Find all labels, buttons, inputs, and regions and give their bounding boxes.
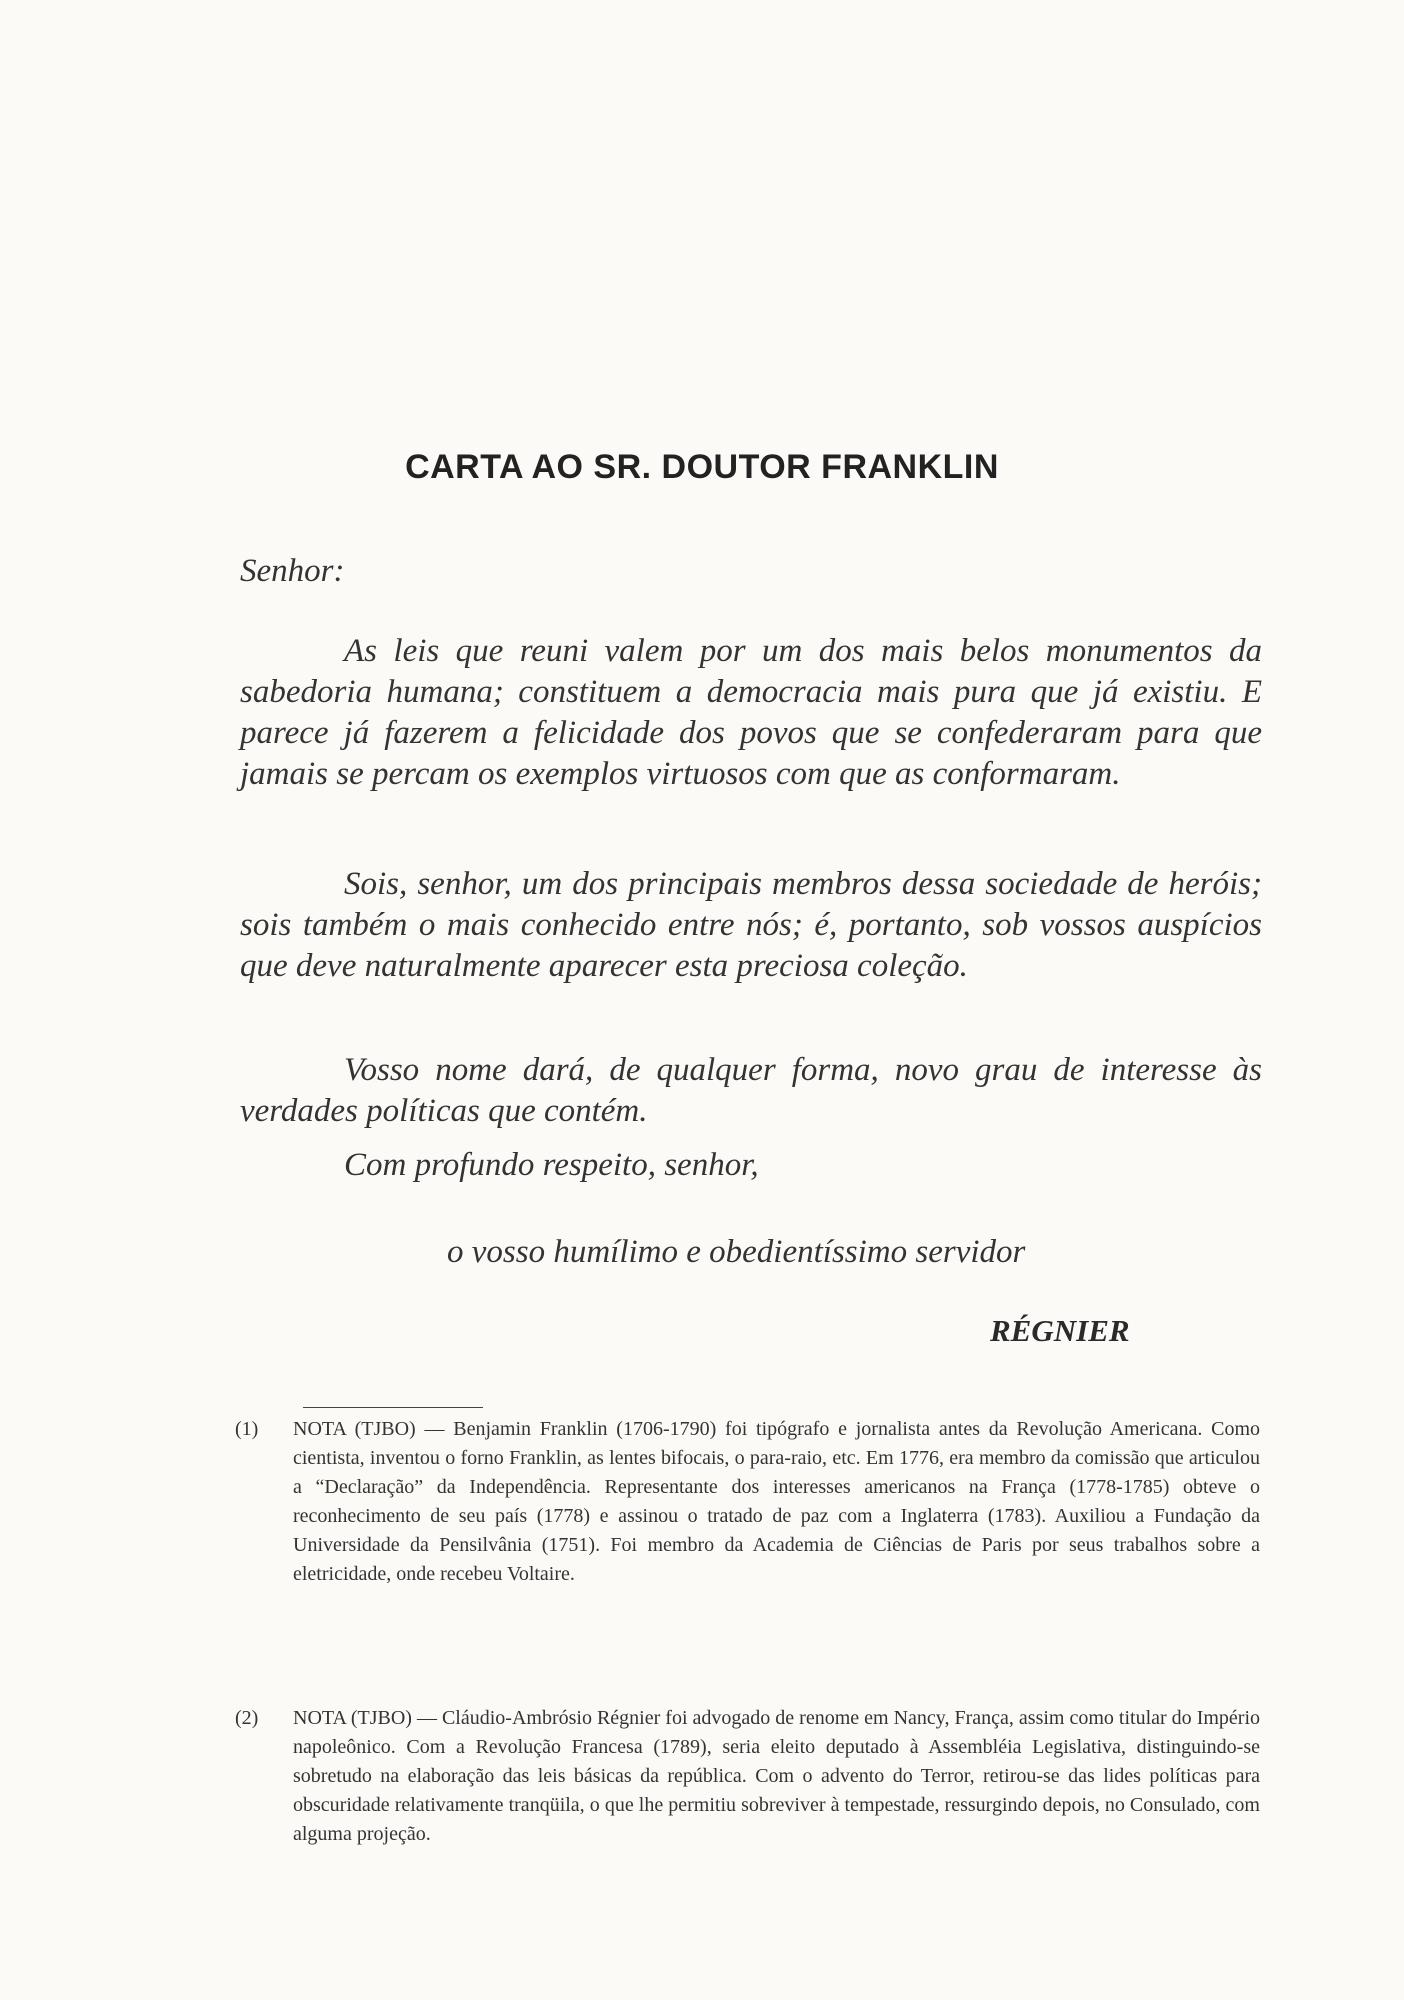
- footnote-number: (2): [235, 1707, 259, 1729]
- footnote-2: [235, 1704, 1260, 1849]
- closing-line: Com profundo respeito, senhor,: [344, 1147, 759, 1183]
- paragraph-2: Sois, senhor, um dos principais membros dessa sociedade de heróis; sois também o mais conhecido entre nós; é, portanto, sob vossos auspícios que deve naturalmente aparecer esta preciosa coleção.: [240, 866, 1262, 984]
- paragraph-3: Vosso nome dará, de qualquer forma, novo grau de interesse às verdades políticas que contém.: [240, 1052, 1262, 1129]
- footnote-divider: [303, 1407, 483, 1408]
- footnote-text: NOTA (TJBO) — Benjamin Franklin (1706-1790) foi tipógrafo e jornalista antes da Revolução Americana. Como cientista, inventou o forno Franklin, as lentes bifocais, o para-raio, etc. Em 1776, era membro da comissão que articulou a “Declaração” da Independência. Representante dos interesses americanos na França (1778-1785) obteve o reconhecimento de seu país (1778) e assinou o tratado de paz com a Inglaterra (1783). Auxiliou a Fundação da Universidade da Pensilvânia (1751). Foi membro da Academia de Ciências de Paris por seus trabalhos sobre a eletricidade, onde recebeu Voltaire.: [293, 1418, 1260, 1585]
- footnote-text: NOTA (TJBO) — Cláudio-Ambrósio Régnier foi advogado de renome em Nancy, França, assim como titular do Império napoleônico. Com a Revolução Francesa (1789), seria eleito deputado à Assembléia Legislativa, distinguindo-se sobretudo na elaboração das leis básicas da república. Com o advento do Terror, retirou-se das lides políticas para obscuridade relativamente tranqüila, o que lhe permitiu sobreviver à tempestade, ressurgindo depois, no Consulado, com alguma projeção.: [293, 1707, 1260, 1845]
- footnote-1: [235, 1415, 1260, 1589]
- salutation: Senhor:: [240, 553, 345, 589]
- signature: RÉGNIER: [990, 1313, 1130, 1348]
- letter-title: CARTA AO SR. DOUTOR FRANKLIN: [405, 448, 999, 486]
- footnote-number: (1): [235, 1418, 259, 1440]
- signoff-line: o vosso humílimo e obedientíssimo servidor: [447, 1234, 1026, 1270]
- paragraph-1: As leis que reuni valem por um dos mais belos monumentos da sabedoria humana; constituem a democracia mais pura que já existiu. E parece já fazerem a felicidade dos povos que se confederaram para que jamais se percam os exemplos virtuosos com que as conformaram.: [240, 633, 1262, 792]
